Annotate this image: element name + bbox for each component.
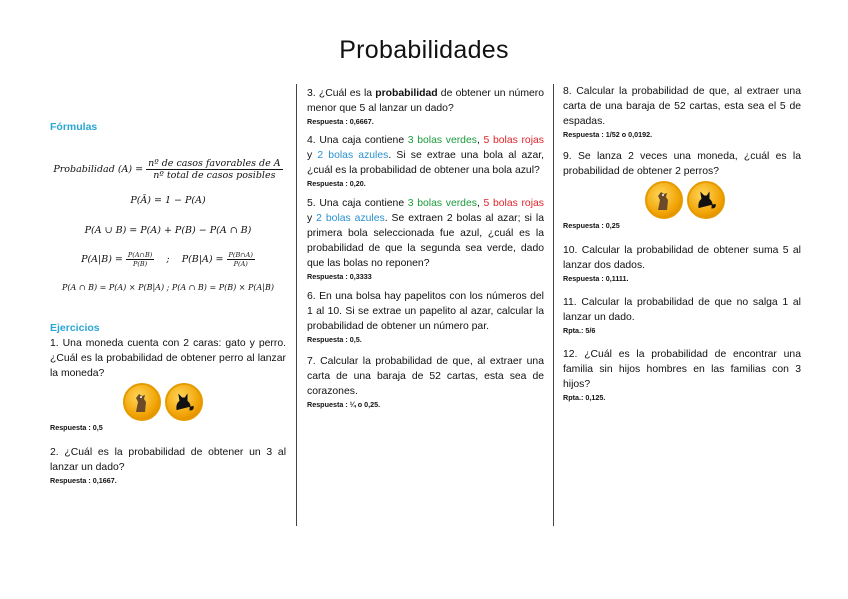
- formula-denominator: nº total de casos posibles: [153, 170, 276, 181]
- question-8: 8. Calcular la probabilidad de que, al extraer una carta de una baraja de 52 cartas, esta sea el 5 de espadas.: [563, 86, 801, 127]
- formula-denominator: P(B): [132, 260, 148, 268]
- column-2: [307, 86, 544, 410]
- blue-text: 2 bolas azules: [316, 213, 385, 224]
- exercises-heading: Ejercicios: [50, 322, 100, 334]
- bold-text: probabilidad: [375, 88, 438, 99]
- formula-conditional: [50, 251, 286, 268]
- text: y: [307, 213, 317, 224]
- answer-7: Respuesta : ¼ o 0,25.: [307, 400, 381, 409]
- formula-probability: [50, 158, 286, 181]
- question-2: 2. ¿Cuál es la probabilidad de obtener un 3 al lanzar un dado?: [50, 447, 286, 473]
- answer-11: Rpta.: 5/6: [563, 326, 596, 335]
- text: de obtener un número menor que 5 al lanzar un dado?: [307, 88, 544, 114]
- answer-10: Respuesta : 0,1111.: [563, 274, 629, 283]
- question-1: 1. Una moneda cuenta con 2 caras: gato y perro. ¿Cuál es la probabilidad de obtener perro al lanzar la moneda?: [50, 338, 286, 379]
- cat-coin-icon: [687, 181, 725, 219]
- question-10: 10. Calcular la probabilidad de obtener suma 5 al lanzar dos dados.: [563, 245, 801, 271]
- question-9: 9. Se lanza 2 veces una moneda, ¿cuál es la probabilidad de obtener 2 perros?: [563, 151, 801, 177]
- formula-complement: P(Ā) = 1 − P(A): [130, 195, 206, 206]
- formula-lhs: P(A|B) =: [81, 254, 123, 265]
- answer-4: Respuesta : 0,20.: [307, 179, 366, 188]
- column-divider: [553, 84, 554, 526]
- text: 5. Una caja contiene: [307, 198, 408, 209]
- text: 4. Una caja contiene: [307, 135, 408, 146]
- coin-pair: [645, 181, 801, 219]
- formula-separator: ;: [166, 254, 170, 265]
- dog-coin-icon: [645, 181, 683, 219]
- text: y: [307, 150, 318, 161]
- formula-denominator: P(A): [233, 260, 248, 268]
- dog-coin-icon: [123, 383, 161, 421]
- text: ,: [476, 135, 484, 146]
- formula-union: P(A ∪ B) = P(A) + P(B) − P(A ∩ B): [84, 225, 252, 236]
- question-7: 7. Calcular la probabilidad de que, al extraer una carta de una baraja de 52 cartas, esta sea de corazones.: [307, 356, 544, 397]
- question-12: 12. ¿Cuál es la probabilidad de encontrar una familia sin hijos hombres en las familias con 3 hijos?: [563, 349, 801, 390]
- formula-numerator: P(A∩B): [127, 251, 153, 259]
- formula-lhs: P(B|A) =: [181, 254, 224, 265]
- answer-9: Respuesta : 0,25: [563, 221, 620, 230]
- formula-intersection: P(A ∩ B) = P(A) × P(B|A) ; P(A ∩ B) = P(B) × P(A|B): [62, 283, 274, 292]
- column-divider: [296, 84, 297, 526]
- answer-6: Respuesta : 0,5.: [307, 335, 362, 344]
- text: 3. ¿Cuál es la: [307, 88, 376, 99]
- text: ,: [476, 198, 484, 209]
- formulas-heading: Fórmulas: [50, 121, 98, 133]
- question-3: [307, 86, 544, 116]
- answer-1: Respuesta : 0,5: [50, 423, 103, 432]
- formula-lhs: Probabilidad (A) =: [53, 164, 144, 175]
- green-text: 3 bolas verdes: [407, 198, 477, 209]
- column-1: [50, 84, 286, 486]
- green-text: 3 bolas verdes: [407, 135, 477, 146]
- answer-8: Respuesta : 1/52 o 0,0192.: [563, 130, 653, 139]
- formula-numerator: P(B∩A): [228, 251, 253, 259]
- question-5: [307, 196, 544, 271]
- question-6: 6. En una bolsa hay papelitos con los números del 1 al 10. Si se extrae un papelito al azar, calcular la probabilidad de obtener un número par.: [307, 291, 544, 332]
- question-11: 11. Calcular la probabilidad de que no salga 1 al lanzar un dado.: [563, 297, 801, 323]
- red-text: 5 bolas rojas: [483, 198, 544, 209]
- page-title: Probabilidades: [339, 36, 509, 64]
- coin-pair: [123, 383, 286, 421]
- red-text: 5 bolas rojas: [483, 135, 544, 146]
- answer-3: Respuesta : 0,6667.: [307, 117, 374, 126]
- answer-12: Rpta.: 0,125.: [563, 393, 606, 402]
- question-4: [307, 133, 544, 178]
- column-3: [563, 84, 801, 403]
- text: . Se extraen 2 bolas al azar; si la primera bola seleccionada fue azul, ¿cuál es la probabilidad de que la segunda sea verde, dado que las bolas no reponen?: [307, 213, 544, 269]
- answer-5: Respuesta : 0,3333: [307, 272, 372, 281]
- cat-coin-icon: [165, 383, 203, 421]
- answer-2: Respuesta : 0,1667.: [50, 476, 117, 485]
- blue-text: 2 bolas azules: [317, 150, 389, 161]
- text: . Si se extrae una bola al azar, ¿cuál es la probabilidad de obtener una bola azul?: [307, 150, 544, 176]
- formula-numerator: nº de casos favorables de A: [148, 158, 281, 169]
